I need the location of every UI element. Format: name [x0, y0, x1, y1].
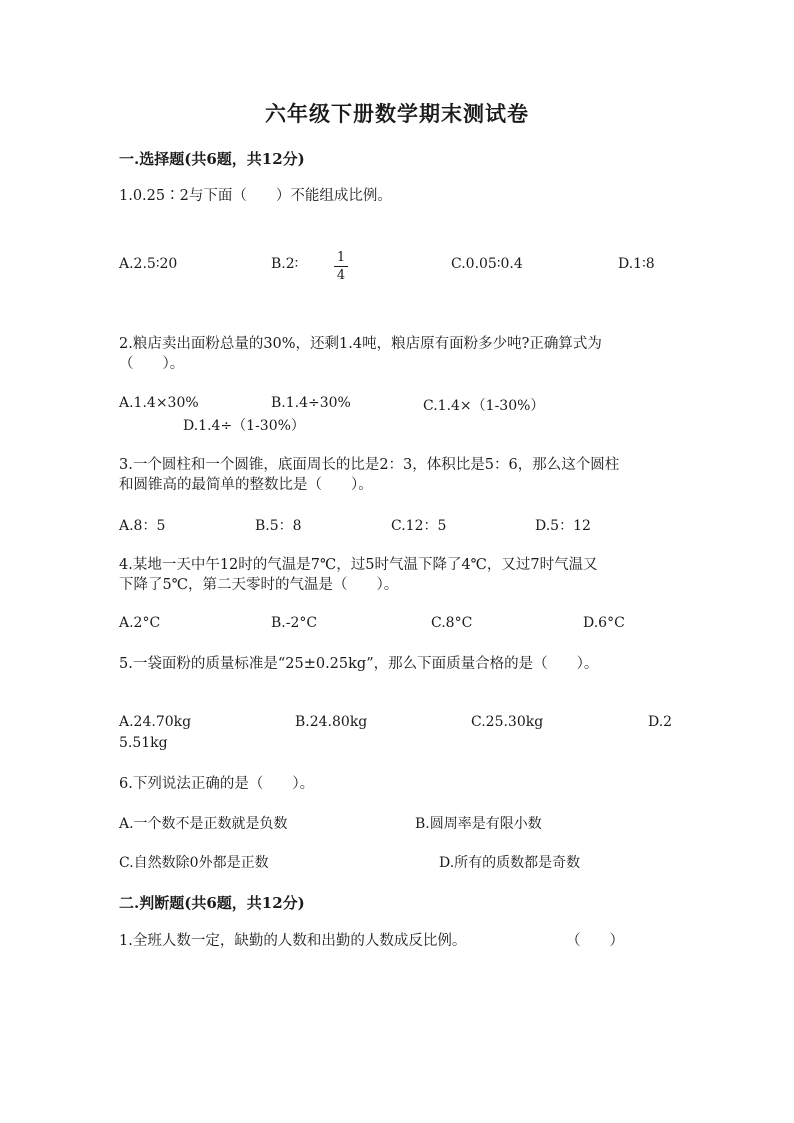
question-2-option-b: B.1.4÷30%: [271, 395, 351, 411]
question-4-option-b: B.-2°C: [271, 615, 318, 631]
question-1-option-c: C.0.05∶0.4: [451, 256, 523, 272]
question-1-option-b-fraction: [334, 250, 348, 283]
question-6-stem: 6.下列说法正确的是（ ）。: [119, 776, 315, 792]
question-1-stem: 1.0.25∶2与下面（ ）不能组成比例。: [119, 188, 392, 204]
question-5-stem: 5.一袋面粉的质量标准是“25±0.25kg”，那么下面质量合格的是（ ）。: [119, 656, 599, 672]
fraction-numerator: 1: [336, 250, 346, 265]
section-heading-choice: 一.选择题(共6题，共12分): [119, 150, 305, 168]
question-4-option-a: A.2°C: [119, 615, 161, 631]
question-6-option-d: D.所有的质数都是奇数: [439, 855, 581, 871]
question-2-stem-line-2: （ ）。: [119, 356, 185, 372]
question-5-option-a: A.24.70kg: [119, 714, 192, 730]
question-3-stem-line-2: 和圆锥高的最简单的整数比是（ ）。: [119, 477, 373, 493]
fraction-bar: [334, 266, 348, 267]
judgement-1-stem: 1.全班人数一定，缺勤的人数和出勤的人数成反比例。: [119, 933, 467, 949]
question-2-option-c: C.1.4×（1-30%）: [423, 398, 545, 414]
question-4-stem-line-1: 4.某地一天中午12时的气温是7℃，过5时气温下降了4℃，又过7时气温又: [119, 557, 598, 573]
question-5-option-d-line-2: 5.51kg: [119, 735, 168, 751]
question-1-option-d: D.1∶8: [618, 256, 655, 272]
judgement-1-answer-blank[interactable]: （ ）: [566, 933, 624, 949]
question-5-option-c: C.25.30kg: [471, 714, 544, 730]
fraction-denominator: 4: [336, 268, 346, 283]
question-2-option-a: A.1.4×30%: [119, 395, 199, 411]
question-3-option-c: C.12：5: [391, 518, 447, 534]
page-title: 六年级下册数学期末测试卷: [265, 101, 529, 126]
question-4-option-d: D.6°C: [583, 615, 625, 631]
question-6-option-a: A.一个数不是正数就是负数: [119, 816, 288, 832]
question-2-stem-line-1: 2.粮店卖出面粉总量的30%，还剩1.4吨，粮店原有面粉多少吨?正确算式为: [119, 336, 602, 352]
question-4-stem-line-2: 下降了5℃，第二天零时的气温是（ ）。: [119, 577, 399, 593]
section-heading-judgement: 二.判断题(共6题，共12分): [119, 894, 305, 912]
question-3-option-a: A.8：5: [119, 518, 166, 534]
question-5-option-d-line-1: D.2: [648, 714, 673, 730]
question-1-option-a: A.2.5∶20: [119, 256, 178, 272]
question-6-option-b: B.圆周率是有限小数: [415, 816, 542, 832]
question-1-option-b: B.2∶: [271, 256, 299, 272]
question-5-option-b: B.24.80kg: [295, 714, 368, 730]
question-2-option-d: D.1.4÷（1-30%）: [183, 418, 305, 434]
question-4-option-c: C.8°C: [431, 615, 473, 631]
question-3-option-b: B.5：8: [255, 518, 302, 534]
question-6-option-c: C.自然数除0外都是正数: [119, 855, 269, 871]
question-3-option-d: D.5：12: [535, 518, 591, 534]
question-3-stem-line-1: 3.一个圆柱和一个圆锥，底面周长的比是2：3，体积比是5：6，那么这个圆柱: [119, 457, 620, 473]
